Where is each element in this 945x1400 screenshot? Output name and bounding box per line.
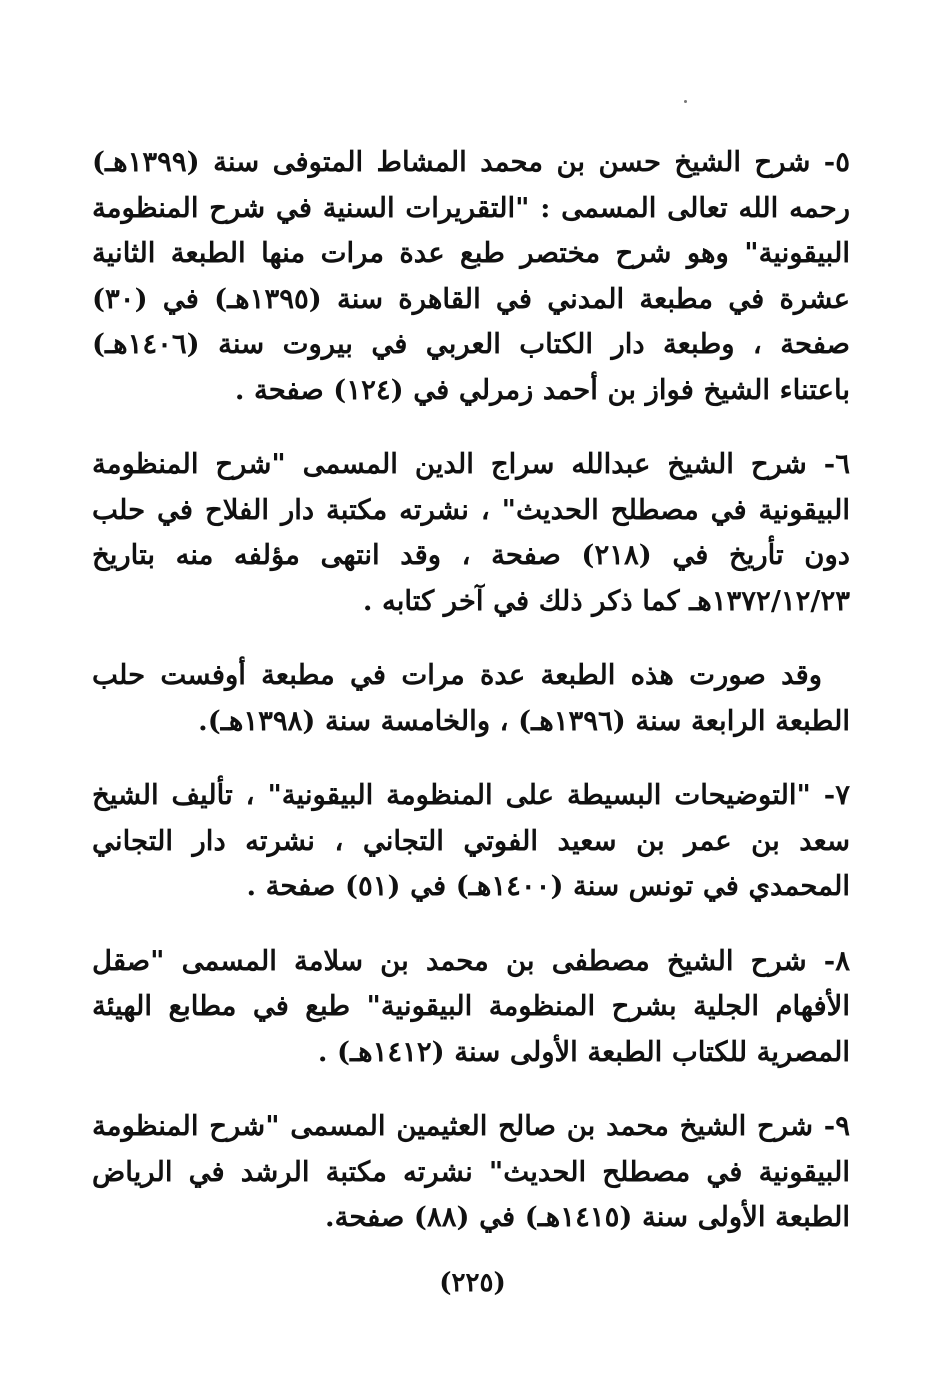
paragraph-reprint-note: وقد صورت هذه الطبعة عدة مرات في مطبعة أوفست حلب الطبعة الرابعة سنة (١٣٩٦هـ) ، والخامسة سنة (١٣٩٨هـ). xyxy=(92,659,850,737)
paragraph-item-7: ٧- "التوضيحات البسيطة على المنظومة البيقونية" ، تأليف الشيخ سعد بن عمر بن سعيد الفوتي التجاني ، نشرته دار التجاني المحمدي في تونس سنة (١٤٠٠هـ) في (٥١) صفحة . xyxy=(92,779,850,902)
paragraph-item-6: ٦- شرح الشيخ عبدالله سراج الدين المسمى "شرح المنظومة البيقونية في مصطلح الحديث" ، نشرته مكتبة دار الفلاح في حلب دون تأريخ في (٢١٨) صفحة ، وقد انتهى مؤلفه منه بتاريخ ١٣٧٢/١٢/٢٣هـ كما ذكر ذلك في آخر كتابه . xyxy=(92,448,850,617)
paragraph-item-5: ٥- شرح الشيخ حسن بن محمد المشاط المتوفى سنة (١٣٩٩هـ) رحمه الله تعالى المسمى : "التقريرات السنية في شرح المنظومة البيقونية" وهو شرح مختصر طبع عدة مرات منها الطبعة الثانية عشرة في مطبعة المدني في القاهرة سنة (١٣٩٥هـ) في (٣٠) صفحة ، وطبعة دار الكتاب العربي في بيروت سنة (١٤٠٦هـ) باعتناء الشيخ فواز بن أحمد زمرلي في (١٢٤) صفحة . xyxy=(92,146,851,406)
paragraph-item-8: ٨- شرح الشيخ مصطفى بن محمد بن سلامة المسمى "صقل الأفهام الجلية بشرح المنظومة البيقونية" طبع في مطابع الهيئة المصرية للكتاب الطبعة الأولى سنة (١٤١٢هـ) . xyxy=(92,944,850,1068)
paragraph-item-9: ٩- شرح الشيخ محمد بن صالح العثيمين المسمى "شرح المنظومة البيقونية في مصطلح الحديث" نشرته مكتبة الرشد في الرياض الطبعة الأولى سنة (١٤١٥هـ) في (٨٨) صفحة. xyxy=(92,1110,850,1233)
page-number: (٢٢٥) xyxy=(439,1268,506,1298)
page-body-text xyxy=(92,140,850,1270)
scan-speck xyxy=(684,100,687,103)
